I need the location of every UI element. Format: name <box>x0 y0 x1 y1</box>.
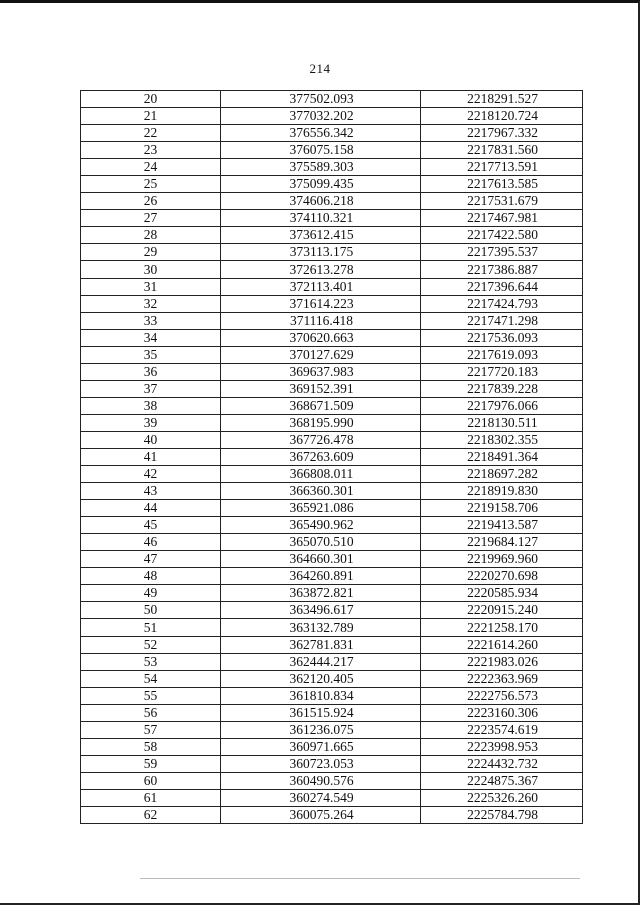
y-coordinate-cell: 2223998.953 <box>421 738 583 755</box>
y-coordinate-cell: 2221983.026 <box>421 653 583 670</box>
x-coordinate-cell: 362120.405 <box>221 670 421 687</box>
x-coordinate-cell: 370620.663 <box>221 329 421 346</box>
y-coordinate-cell: 2217467.981 <box>421 210 583 227</box>
x-coordinate-cell: 363496.617 <box>221 602 421 619</box>
x-coordinate-cell: 360274.549 <box>221 789 421 806</box>
table-row <box>81 363 583 380</box>
x-coordinate-cell: 373612.415 <box>221 227 421 244</box>
x-coordinate-cell: 365921.086 <box>221 500 421 517</box>
x-coordinate-cell: 375099.435 <box>221 176 421 193</box>
table-row <box>81 670 583 687</box>
point-index-cell: 29 <box>81 244 221 261</box>
y-coordinate-cell: 2217471.298 <box>421 312 583 329</box>
y-coordinate-cell: 2217531.679 <box>421 193 583 210</box>
x-coordinate-cell: 368195.990 <box>221 414 421 431</box>
point-index-cell: 32 <box>81 295 221 312</box>
point-index-cell: 58 <box>81 738 221 755</box>
x-coordinate-cell: 373113.175 <box>221 244 421 261</box>
x-coordinate-cell: 372613.278 <box>221 261 421 278</box>
table-row <box>81 210 583 227</box>
table-row <box>81 789 583 806</box>
table-row <box>81 551 583 568</box>
table-row <box>81 312 583 329</box>
table-row <box>81 193 583 210</box>
y-coordinate-cell: 2222756.573 <box>421 687 583 704</box>
point-index-cell: 21 <box>81 108 221 125</box>
table-row <box>81 431 583 448</box>
point-index-cell: 31 <box>81 278 221 295</box>
table-row <box>81 585 583 602</box>
x-coordinate-cell: 364660.301 <box>221 551 421 568</box>
point-index-cell: 54 <box>81 670 221 687</box>
y-coordinate-cell: 2217395.537 <box>421 244 583 261</box>
table-row <box>81 346 583 363</box>
y-coordinate-cell: 2217720.183 <box>421 363 583 380</box>
y-coordinate-cell: 2218919.830 <box>421 483 583 500</box>
y-coordinate-cell: 2224875.367 <box>421 772 583 789</box>
point-index-cell: 60 <box>81 772 221 789</box>
x-coordinate-cell: 361236.075 <box>221 721 421 738</box>
y-coordinate-cell: 2219684.127 <box>421 534 583 551</box>
y-coordinate-cell: 2218697.282 <box>421 466 583 483</box>
table-row <box>81 295 583 312</box>
y-coordinate-cell: 2217396.644 <box>421 278 583 295</box>
x-coordinate-cell: 376556.342 <box>221 125 421 142</box>
table-row <box>81 142 583 159</box>
table-row <box>81 602 583 619</box>
x-coordinate-cell: 376075.158 <box>221 142 421 159</box>
table-row <box>81 244 583 261</box>
y-coordinate-cell: 2220270.698 <box>421 568 583 585</box>
x-coordinate-cell: 360075.264 <box>221 806 421 823</box>
y-coordinate-cell: 2218291.527 <box>421 91 583 108</box>
table-row <box>81 500 583 517</box>
y-coordinate-cell: 2220915.240 <box>421 602 583 619</box>
point-index-cell: 23 <box>81 142 221 159</box>
point-index-cell: 35 <box>81 346 221 363</box>
point-index-cell: 40 <box>81 431 221 448</box>
y-coordinate-cell: 2221258.170 <box>421 619 583 636</box>
point-index-cell: 37 <box>81 380 221 397</box>
y-coordinate-cell: 2217386.887 <box>421 261 583 278</box>
point-index-cell: 20 <box>81 91 221 108</box>
y-coordinate-cell: 2217831.560 <box>421 142 583 159</box>
x-coordinate-cell: 366360.301 <box>221 483 421 500</box>
table-row <box>81 721 583 738</box>
x-coordinate-cell: 370127.629 <box>221 346 421 363</box>
table-row <box>81 176 583 193</box>
point-index-cell: 26 <box>81 193 221 210</box>
point-index-cell: 38 <box>81 397 221 414</box>
point-index-cell: 48 <box>81 568 221 585</box>
y-coordinate-cell: 2217619.093 <box>421 346 583 363</box>
x-coordinate-cell: 377502.093 <box>221 91 421 108</box>
table-row <box>81 448 583 465</box>
table-row <box>81 483 583 500</box>
y-coordinate-cell: 2217967.332 <box>421 125 583 142</box>
x-coordinate-cell: 360723.053 <box>221 755 421 772</box>
y-coordinate-cell: 2221614.260 <box>421 636 583 653</box>
x-coordinate-cell: 361810.834 <box>221 687 421 704</box>
x-coordinate-cell: 371116.418 <box>221 312 421 329</box>
x-coordinate-cell: 360971.665 <box>221 738 421 755</box>
point-index-cell: 52 <box>81 636 221 653</box>
table-row <box>81 414 583 431</box>
x-coordinate-cell: 360490.576 <box>221 772 421 789</box>
table-row <box>81 397 583 414</box>
x-coordinate-cell: 367263.609 <box>221 448 421 465</box>
table-row <box>81 653 583 670</box>
y-coordinate-cell: 2222363.969 <box>421 670 583 687</box>
table-row <box>81 108 583 125</box>
point-index-cell: 61 <box>81 789 221 806</box>
point-index-cell: 28 <box>81 227 221 244</box>
point-index-cell: 56 <box>81 704 221 721</box>
x-coordinate-cell: 364260.891 <box>221 568 421 585</box>
x-coordinate-cell: 375589.303 <box>221 159 421 176</box>
point-index-cell: 55 <box>81 687 221 704</box>
table-row <box>81 687 583 704</box>
table-row <box>81 704 583 721</box>
x-coordinate-cell: 362444.217 <box>221 653 421 670</box>
y-coordinate-cell: 2220585.934 <box>421 585 583 602</box>
y-coordinate-cell: 2218302.355 <box>421 431 583 448</box>
x-coordinate-cell: 361515.924 <box>221 704 421 721</box>
point-index-cell: 62 <box>81 806 221 823</box>
table-row <box>81 806 583 823</box>
table-row <box>81 329 583 346</box>
table-row <box>81 636 583 653</box>
point-index-cell: 33 <box>81 312 221 329</box>
point-index-cell: 27 <box>81 210 221 227</box>
point-index-cell: 42 <box>81 466 221 483</box>
point-index-cell: 57 <box>81 721 221 738</box>
y-coordinate-cell: 2218130.511 <box>421 414 583 431</box>
point-index-cell: 44 <box>81 500 221 517</box>
scan-edge-line <box>140 878 580 879</box>
x-coordinate-cell: 367726.478 <box>221 431 421 448</box>
coordinate-table-body <box>81 91 583 824</box>
x-coordinate-cell: 362781.831 <box>221 636 421 653</box>
y-coordinate-cell: 2225326.260 <box>421 789 583 806</box>
table-row <box>81 534 583 551</box>
x-coordinate-cell: 365070.510 <box>221 534 421 551</box>
x-coordinate-cell: 371614.223 <box>221 295 421 312</box>
y-coordinate-cell: 2219969.960 <box>421 551 583 568</box>
table-row <box>81 159 583 176</box>
table-row <box>81 772 583 789</box>
y-coordinate-cell: 2224432.732 <box>421 755 583 772</box>
table-row <box>81 568 583 585</box>
x-coordinate-cell: 363132.789 <box>221 619 421 636</box>
y-coordinate-cell: 2217422.580 <box>421 227 583 244</box>
table-row <box>81 380 583 397</box>
coordinate-table <box>80 90 583 824</box>
page-number: 214 <box>309 61 331 76</box>
x-coordinate-cell: 369152.391 <box>221 380 421 397</box>
y-coordinate-cell: 2223574.619 <box>421 721 583 738</box>
table-row <box>81 466 583 483</box>
point-index-cell: 30 <box>81 261 221 278</box>
x-coordinate-cell: 372113.401 <box>221 278 421 295</box>
x-coordinate-cell: 377032.202 <box>221 108 421 125</box>
point-index-cell: 34 <box>81 329 221 346</box>
table-row <box>81 261 583 278</box>
point-index-cell: 53 <box>81 653 221 670</box>
point-index-cell: 39 <box>81 414 221 431</box>
y-coordinate-cell: 2217536.093 <box>421 329 583 346</box>
y-coordinate-cell: 2219158.706 <box>421 500 583 517</box>
y-coordinate-cell: 2223160.306 <box>421 704 583 721</box>
table-row <box>81 91 583 108</box>
table-row <box>81 755 583 772</box>
table-row <box>81 278 583 295</box>
point-index-cell: 49 <box>81 585 221 602</box>
x-coordinate-cell: 374606.218 <box>221 193 421 210</box>
table-row <box>81 227 583 244</box>
x-coordinate-cell: 369637.983 <box>221 363 421 380</box>
point-index-cell: 59 <box>81 755 221 772</box>
point-index-cell: 45 <box>81 517 221 534</box>
y-coordinate-cell: 2218491.364 <box>421 448 583 465</box>
table-row <box>81 619 583 636</box>
x-coordinate-cell: 366808.011 <box>221 466 421 483</box>
point-index-cell: 24 <box>81 159 221 176</box>
point-index-cell: 46 <box>81 534 221 551</box>
table-row <box>81 738 583 755</box>
y-coordinate-cell: 2225784.798 <box>421 806 583 823</box>
y-coordinate-cell: 2217713.591 <box>421 159 583 176</box>
point-index-cell: 36 <box>81 363 221 380</box>
x-coordinate-cell: 365490.962 <box>221 517 421 534</box>
point-index-cell: 47 <box>81 551 221 568</box>
x-coordinate-cell: 374110.321 <box>221 210 421 227</box>
y-coordinate-cell: 2217424.793 <box>421 295 583 312</box>
point-index-cell: 25 <box>81 176 221 193</box>
point-index-cell: 22 <box>81 125 221 142</box>
point-index-cell: 50 <box>81 602 221 619</box>
point-index-cell: 41 <box>81 448 221 465</box>
point-index-cell: 43 <box>81 483 221 500</box>
x-coordinate-cell: 363872.821 <box>221 585 421 602</box>
table-row <box>81 125 583 142</box>
point-index-cell: 51 <box>81 619 221 636</box>
table-row <box>81 517 583 534</box>
y-coordinate-cell: 2217976.066 <box>421 397 583 414</box>
x-coordinate-cell: 368671.509 <box>221 397 421 414</box>
y-coordinate-cell: 2217613.585 <box>421 176 583 193</box>
y-coordinate-cell: 2218120.724 <box>421 108 583 125</box>
y-coordinate-cell: 2219413.587 <box>421 517 583 534</box>
y-coordinate-cell: 2217839.228 <box>421 380 583 397</box>
